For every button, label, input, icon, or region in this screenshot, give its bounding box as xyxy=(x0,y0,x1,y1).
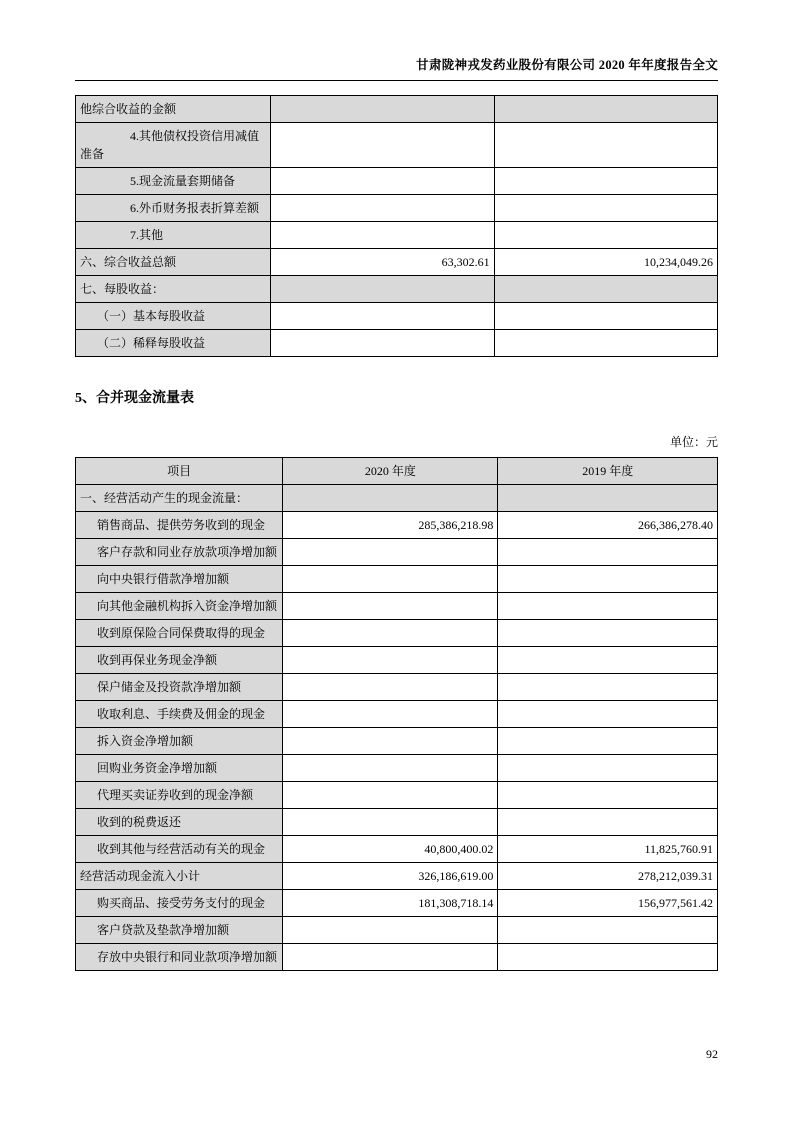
page-header xyxy=(75,55,718,81)
value-2020: 63,302.61 xyxy=(271,249,494,276)
table-row xyxy=(76,944,718,971)
value-2019 xyxy=(498,485,718,512)
value-2020 xyxy=(283,539,498,566)
column-header-2019: 2019 年度 xyxy=(498,458,718,485)
section-title: 5、合并现金流量表 xyxy=(75,391,194,406)
value-2019 xyxy=(498,701,718,728)
table-row xyxy=(76,330,718,357)
row-label: 一、经营活动产生的现金流量： xyxy=(76,485,283,512)
value-2019 xyxy=(498,755,718,782)
value-2019: 278,212,039.31 xyxy=(498,863,718,890)
row-label: 他综合收益的金额 xyxy=(76,96,271,123)
value-2019 xyxy=(498,782,718,809)
value-2019 xyxy=(498,917,718,944)
cash-flow-table xyxy=(75,457,718,971)
value-2020 xyxy=(283,485,498,512)
table-row xyxy=(76,620,718,647)
value-2020 xyxy=(283,674,498,701)
row-label: 收到再保业务现金净额 xyxy=(76,647,283,674)
table-row xyxy=(76,647,718,674)
value-2020: 40,800,400.02 xyxy=(283,836,498,863)
row-label: 七、每股收益： xyxy=(76,276,271,303)
table-row xyxy=(76,249,718,276)
value-2019 xyxy=(498,728,718,755)
value-2020 xyxy=(271,276,494,303)
table-row xyxy=(76,593,718,620)
table-row xyxy=(76,195,718,222)
table-row xyxy=(76,917,718,944)
unit-label: 单位：元 xyxy=(669,435,718,449)
value-2020: 181,308,718.14 xyxy=(283,890,498,917)
column-header-item: 项目 xyxy=(76,458,283,485)
value-2019: 266,386,278.40 xyxy=(498,512,718,539)
value-2019 xyxy=(494,168,717,195)
value-2019 xyxy=(498,539,718,566)
table-row xyxy=(76,123,718,168)
value-2020 xyxy=(283,944,498,971)
row-label: 六、综合收益总额 xyxy=(76,249,271,276)
value-2019 xyxy=(498,809,718,836)
value-2020 xyxy=(271,168,494,195)
comprehensive-income-table-body xyxy=(76,96,718,357)
page-number: 92 xyxy=(706,1047,718,1061)
row-label: 收到的税费返还 xyxy=(76,809,283,836)
value-2019: 156,977,561.42 xyxy=(498,890,718,917)
value-2020 xyxy=(283,620,498,647)
value-2019 xyxy=(494,276,717,303)
table-row xyxy=(76,276,718,303)
table-row xyxy=(76,782,718,809)
row-label: 销售商品、提供劳务收到的现金 xyxy=(76,512,283,539)
value-2019 xyxy=(498,674,718,701)
table-row xyxy=(76,566,718,593)
value-2020 xyxy=(283,566,498,593)
table-row xyxy=(76,809,718,836)
table-row xyxy=(76,701,718,728)
value-2020 xyxy=(283,809,498,836)
value-2020 xyxy=(283,701,498,728)
comprehensive-income-table xyxy=(75,95,718,357)
cash-flow-table-body xyxy=(76,485,718,971)
table-row xyxy=(76,674,718,701)
row-label: （二）稀释每股收益 xyxy=(76,330,271,357)
row-label: 经营活动现金流入小计 xyxy=(76,863,283,890)
row-label: 拆入资金净增加额 xyxy=(76,728,283,755)
value-2020 xyxy=(283,647,498,674)
row-label: 收到其他与经营活动有关的现金 xyxy=(76,836,283,863)
value-2019: 11,825,760.91 xyxy=(498,836,718,863)
table-row xyxy=(76,539,718,566)
row-label: 向其他金融机构拆入资金净增加额 xyxy=(76,593,283,620)
row-label: 保户储金及投资款净增加额 xyxy=(76,674,283,701)
value-2020 xyxy=(271,96,494,123)
value-2020 xyxy=(283,917,498,944)
row-label: 代理买卖证券收到的现金净额 xyxy=(76,782,283,809)
column-header-2020: 2020 年度 xyxy=(283,458,498,485)
row-label: 收取利息、手续费及佣金的现金 xyxy=(76,701,283,728)
report-title: 甘肃陇神戎发药业股份有限公司 2020 年年度报告全文 xyxy=(416,58,718,72)
row-label: 收到原保险合同保费取得的现金 xyxy=(76,620,283,647)
value-2019 xyxy=(494,303,717,330)
table-row xyxy=(76,728,718,755)
value-2020: 326,186,619.00 xyxy=(283,863,498,890)
row-label: 回购业务资金净增加额 xyxy=(76,755,283,782)
value-2019 xyxy=(494,330,717,357)
row-label: 5.现金流量套期储备 xyxy=(76,168,271,195)
table-row xyxy=(76,222,718,249)
row-label: 7.其他 xyxy=(76,222,271,249)
value-2020: 285,386,218.98 xyxy=(283,512,498,539)
row-label: 向中央银行借款净增加额 xyxy=(76,566,283,593)
value-2019 xyxy=(494,195,717,222)
value-2019 xyxy=(494,123,717,168)
table-row xyxy=(76,512,718,539)
row-label: 6.外币财务报表折算差额 xyxy=(76,195,271,222)
value-2020 xyxy=(271,222,494,249)
row-label: 4.其他债权投资信用减值准备 xyxy=(76,123,271,168)
table-row xyxy=(76,890,718,917)
row-label: 客户贷款及垫款净增加额 xyxy=(76,917,283,944)
value-2019 xyxy=(494,96,717,123)
table-row xyxy=(76,96,718,123)
table-row xyxy=(76,863,718,890)
value-2020 xyxy=(283,755,498,782)
table-row xyxy=(76,755,718,782)
value-2019 xyxy=(494,222,717,249)
row-label: （一）基本每股收益 xyxy=(76,303,271,330)
value-2020 xyxy=(271,303,494,330)
value-2019: 10,234,049.26 xyxy=(494,249,717,276)
row-label: 购买商品、接受劳务支付的现金 xyxy=(76,890,283,917)
value-2020 xyxy=(271,195,494,222)
row-label: 客户存款和同业存放款项净增加额 xyxy=(76,539,283,566)
row-label: 存放中央银行和同业款项净增加额 xyxy=(76,944,283,971)
table-row xyxy=(76,836,718,863)
value-2020 xyxy=(283,593,498,620)
table-row xyxy=(76,485,718,512)
value-2019 xyxy=(498,566,718,593)
table-header-row xyxy=(76,458,718,485)
value-2020 xyxy=(283,782,498,809)
value-2020 xyxy=(271,123,494,168)
table-row xyxy=(76,168,718,195)
value-2020 xyxy=(283,728,498,755)
value-2020 xyxy=(271,330,494,357)
value-2019 xyxy=(498,944,718,971)
value-2019 xyxy=(498,620,718,647)
value-2019 xyxy=(498,647,718,674)
value-2019 xyxy=(498,593,718,620)
table-row xyxy=(76,303,718,330)
